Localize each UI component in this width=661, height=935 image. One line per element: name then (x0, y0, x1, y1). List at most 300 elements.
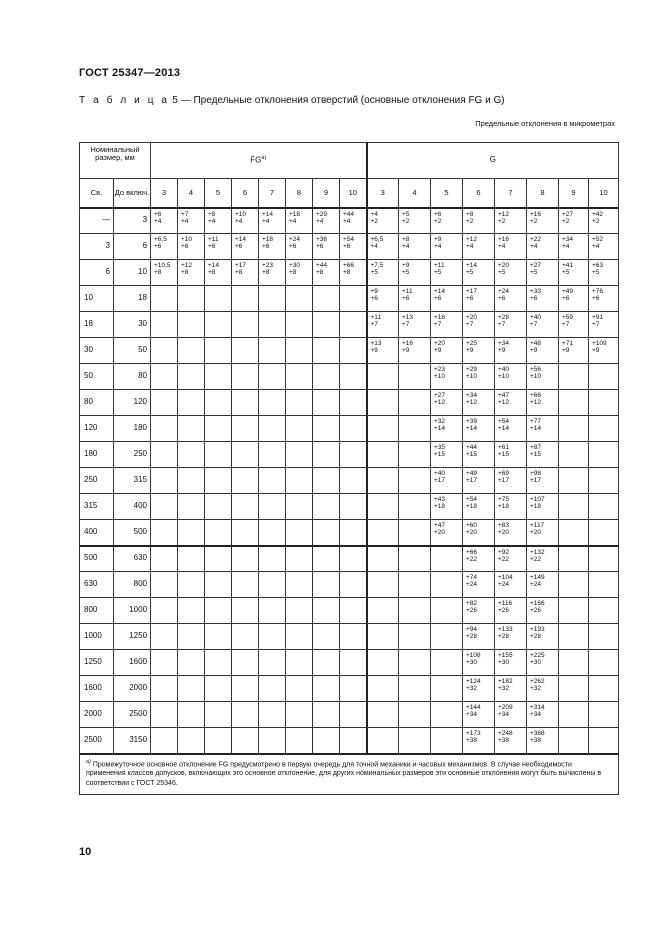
fg-value-cell (259, 416, 286, 442)
fg-value-cell (286, 728, 313, 754)
lower-deviation: +12 (498, 399, 510, 407)
g-value-cell (589, 728, 619, 754)
fg-value-cell (340, 624, 367, 650)
g-value-cell (367, 442, 399, 468)
table-row (80, 390, 619, 416)
upper-deviation: +104 (498, 574, 513, 581)
fg-value-cell (151, 676, 178, 702)
upper-deviation: +32 (434, 418, 446, 425)
g-value-cell (527, 728, 559, 754)
g-value-cell (463, 728, 495, 754)
upper-deviation: +14 (235, 236, 247, 243)
g-value-cell (589, 416, 619, 442)
lower-deviation: +6 (562, 295, 570, 303)
table-footnote (80, 754, 619, 795)
fg-value-cell (259, 286, 286, 312)
g-value-cell (399, 234, 431, 260)
size-from: 3 (80, 234, 114, 260)
upper-deviation: +16 (530, 210, 542, 218)
fg-value-cell (151, 520, 178, 546)
table-row (80, 598, 619, 624)
upper-deviation: +11 (434, 262, 445, 269)
upper-deviation: +155 (498, 652, 513, 659)
g-value-cell (463, 546, 495, 572)
g-value-cell (463, 442, 495, 468)
upper-deviation: +13 (370, 340, 382, 347)
g-value-cell (495, 364, 527, 390)
lower-deviation: +9 (592, 347, 600, 355)
upper-deviation: +22 (530, 236, 542, 243)
g-value-cell (495, 520, 527, 546)
lower-deviation: +6 (466, 295, 474, 303)
fg-value-cell (151, 260, 178, 286)
g-grade-header: 5 (431, 179, 463, 208)
fg-value-cell (340, 494, 367, 520)
upper-deviation: +54 (343, 236, 355, 243)
fg-value-cell (340, 546, 367, 572)
fg-value-cell (286, 520, 313, 546)
upper-deviation: +4 (370, 210, 378, 218)
g-value-cell (431, 416, 463, 442)
lower-deviation: +6 (235, 243, 243, 251)
fg-value-cell (151, 702, 178, 728)
fg-value-cell (205, 494, 232, 520)
fg-value-cell (340, 260, 367, 286)
upper-deviation: +47 (498, 392, 510, 399)
fg-value-cell (205, 546, 232, 572)
g-value-cell (399, 208, 431, 234)
fg-value-cell (259, 234, 286, 260)
table-row (80, 572, 619, 598)
fg-value-cell (286, 650, 313, 676)
fg-value-cell (259, 468, 286, 494)
upper-deviation: +94 (466, 626, 478, 633)
fg-value-cell (178, 338, 205, 364)
g-value-cell (463, 624, 495, 650)
g-value-cell (589, 390, 619, 416)
upper-deviation: +52 (592, 236, 604, 243)
size-from: 120 (80, 416, 114, 442)
upper-deviation: +39 (466, 418, 478, 425)
upper-deviation: +10 (235, 210, 247, 218)
fg-value-cell (286, 208, 313, 234)
g-value-cell (589, 598, 619, 624)
upper-deviation: +69 (498, 470, 510, 477)
table-row (80, 702, 619, 728)
g-value-cell (399, 598, 431, 624)
size-from: 10 (80, 286, 114, 312)
upper-deviation: +124 (466, 678, 481, 685)
lower-deviation: +8 (262, 269, 270, 277)
g-value-cell (589, 572, 619, 598)
lower-deviation: +6 (289, 243, 297, 251)
g-value-cell (463, 494, 495, 520)
fg-value-cell (151, 728, 178, 754)
g-value-cell (367, 702, 399, 728)
lower-deviation: +8 (235, 269, 243, 277)
g-value-cell (431, 208, 463, 234)
upper-deviation: +116 (498, 600, 513, 607)
g-value-cell (463, 702, 495, 728)
g-value-cell (527, 442, 559, 468)
upper-deviation: +47 (434, 522, 446, 529)
upper-deviation: +6 (434, 210, 442, 218)
g-value-cell (399, 390, 431, 416)
upper-deviation: +193 (530, 626, 545, 633)
g-value-cell (399, 676, 431, 702)
fg-value-cell (178, 364, 205, 390)
g-value-cell (559, 546, 589, 572)
g-value-cell (399, 416, 431, 442)
fg-value-cell (205, 572, 232, 598)
fg-value-cell (286, 312, 313, 338)
fg-value-cell (286, 286, 313, 312)
fg-value-cell (178, 468, 205, 494)
fg-value-cell (340, 416, 367, 442)
size-from: 2000 (80, 702, 114, 728)
lower-deviation: +4 (434, 243, 442, 251)
fg-value-cell (340, 390, 367, 416)
g-value-cell (559, 650, 589, 676)
upper-deviation: +18 (262, 236, 274, 243)
size-to: 250 (114, 442, 151, 468)
fg-value-cell (205, 416, 232, 442)
lower-deviation: +17 (466, 477, 478, 485)
g-value-cell (495, 390, 527, 416)
lower-deviation: +6 (498, 295, 506, 303)
fg-value-cell (286, 702, 313, 728)
fg-value-cell (340, 468, 367, 494)
g-value-cell (399, 260, 431, 286)
fg-value-cell (340, 572, 367, 598)
g-value-cell (589, 286, 619, 312)
fg-value-cell (205, 624, 232, 650)
fg-value-cell (286, 546, 313, 572)
upper-deviation: +12 (466, 236, 478, 243)
upper-deviation: +34 (498, 340, 510, 347)
g-value-cell (495, 676, 527, 702)
fg-value-cell (259, 650, 286, 676)
lower-deviation: +4 (289, 217, 297, 225)
upper-deviation: +34 (466, 392, 478, 399)
upper-deviation: +40 (530, 314, 542, 321)
upper-deviation: +66 (530, 392, 542, 399)
lower-deviation: +38 (530, 737, 542, 745)
fg-value-cell (232, 338, 259, 364)
page-number: 10 (79, 846, 92, 858)
g-value-cell (463, 650, 495, 676)
table-row (80, 234, 619, 260)
g-value-cell (367, 650, 399, 676)
g-value-cell (399, 494, 431, 520)
size-to: 500 (114, 520, 151, 546)
lower-deviation: +18 (466, 503, 478, 511)
upper-deviation: +7,5 (370, 262, 384, 269)
size-from: 1600 (80, 676, 114, 702)
upper-deviation: +13 (402, 314, 414, 321)
upper-deviation: +24 (498, 288, 510, 295)
lower-deviation: +4 (154, 217, 162, 225)
upper-deviation: +20 (498, 262, 510, 269)
lower-deviation: +4 (262, 217, 270, 225)
lower-deviation: +12 (466, 399, 478, 407)
lower-deviation: +5 (466, 269, 474, 277)
document-header: ГОСТ 25347—2013 (79, 67, 181, 79)
lower-deviation: +28 (530, 633, 542, 641)
size-to: 18 (114, 286, 151, 312)
g-value-cell (495, 286, 527, 312)
g-value-cell (431, 728, 463, 754)
table-row (80, 364, 619, 390)
lower-deviation: +7 (498, 321, 506, 329)
fg-value-cell (178, 624, 205, 650)
fg-value-cell (340, 650, 367, 676)
fg-grade-header: 7 (259, 179, 286, 208)
lower-deviation: +38 (498, 737, 510, 745)
upper-deviation: +66 (343, 262, 355, 269)
upper-deviation: +10 (181, 236, 193, 243)
upper-deviation: +87 (530, 444, 542, 451)
lower-deviation: +30 (498, 659, 510, 667)
g-value-cell (431, 494, 463, 520)
g-value-cell (431, 650, 463, 676)
g-value-cell (399, 728, 431, 754)
g-value-cell (431, 390, 463, 416)
upper-deviation: +108 (466, 652, 481, 659)
lower-deviation: +34 (530, 711, 542, 719)
fg-value-cell (313, 312, 340, 338)
g-value-cell (399, 338, 431, 364)
lower-deviation: +6 (402, 295, 410, 303)
g-value-cell (431, 676, 463, 702)
fg-value-cell (205, 702, 232, 728)
table-row (80, 312, 619, 338)
g-value-cell (589, 442, 619, 468)
g-value-cell (367, 624, 399, 650)
fg-value-cell (178, 390, 205, 416)
g-value-cell (559, 338, 589, 364)
size-to: 1250 (114, 624, 151, 650)
fg-grade-header: 9 (313, 179, 340, 208)
g-value-cell (431, 338, 463, 364)
fg-grade-header: 10 (340, 179, 367, 208)
upper-deviation: +23 (434, 366, 446, 373)
upper-deviation: +35 (434, 444, 446, 451)
fg-value-cell (313, 520, 340, 546)
g-value-cell (399, 520, 431, 546)
lower-deviation: +38 (466, 737, 478, 745)
nominal-size-header: Номинальный размер, мм (80, 143, 151, 179)
fg-value-cell (340, 676, 367, 702)
fg-value-cell (259, 676, 286, 702)
fg-value-cell (340, 338, 367, 364)
upper-deviation: +6,5 (370, 236, 384, 243)
g-value-cell (495, 572, 527, 598)
g-value-cell (431, 442, 463, 468)
upper-deviation: +60 (466, 522, 478, 529)
upper-deviation: +43 (434, 496, 446, 503)
g-value-cell (589, 260, 619, 286)
fg-value-cell (340, 442, 367, 468)
g-value-cell (589, 234, 619, 260)
lower-deviation: +6 (434, 295, 442, 303)
lower-deviation: +9 (530, 347, 538, 355)
upper-deviation: +33 (530, 288, 542, 295)
g-value-cell (495, 234, 527, 260)
g-value-cell (431, 702, 463, 728)
fg-footnote-mark: а) (261, 154, 267, 161)
size-to: 180 (114, 416, 151, 442)
size-from: 30 (80, 338, 114, 364)
fg-value-cell (151, 442, 178, 468)
fg-value-cell (340, 364, 367, 390)
fg-value-cell (232, 702, 259, 728)
upper-deviation: +8 (208, 210, 216, 218)
g-value-cell (431, 546, 463, 572)
lower-deviation: +22 (498, 555, 510, 563)
fg-value-cell (232, 260, 259, 286)
fg-value-cell (313, 676, 340, 702)
lower-deviation: +15 (434, 451, 446, 459)
g-value-cell (589, 208, 619, 234)
fg-value-cell (313, 442, 340, 468)
g-value-cell (367, 494, 399, 520)
lower-deviation: +5 (370, 269, 378, 277)
fg-value-cell (313, 702, 340, 728)
fg-value-cell (259, 572, 286, 598)
g-value-cell (559, 520, 589, 546)
upper-deviation: +9 (370, 288, 378, 295)
fg-value-cell (178, 208, 205, 234)
upper-deviation: +98 (530, 470, 542, 477)
g-value-cell (495, 702, 527, 728)
lower-deviation: +4 (181, 217, 189, 225)
g-value-cell (589, 338, 619, 364)
fg-value-cell (151, 234, 178, 260)
table-row (80, 546, 619, 572)
footnote-text: Промежуточное основное отклонение FG предусмотрено в первую очередь для точной механики и часовых механизмов. В случае необходимости применения классов допусков, включающих это основное отклонение, для других номинальных размеров эти основные отклонения могут быть вычислены в соответствии с ГОСТ 25346. (86, 760, 602, 787)
lower-deviation: +6 (181, 243, 189, 251)
g-value-cell (495, 416, 527, 442)
upper-deviation: +132 (530, 548, 545, 556)
fg-value-cell (232, 442, 259, 468)
g-value-cell (527, 416, 559, 442)
upper-deviation: +76 (592, 288, 604, 295)
lower-deviation: +9 (434, 347, 442, 355)
g-value-cell (463, 338, 495, 364)
fg-value-cell (232, 494, 259, 520)
g-value-cell (367, 390, 399, 416)
fg-value-cell (205, 260, 232, 286)
fg-value-cell (178, 728, 205, 754)
lower-deviation: +14 (498, 425, 510, 433)
upper-deviation: +149 (530, 574, 545, 581)
g-value-cell (559, 676, 589, 702)
g-value-cell (527, 650, 559, 676)
g-value-cell (431, 312, 463, 338)
size-from: — (80, 208, 114, 234)
upper-deviation: +30 (289, 262, 301, 269)
lower-deviation: +2 (466, 217, 474, 225)
fg-value-cell (205, 364, 232, 390)
fg-value-cell (340, 208, 367, 234)
lower-deviation: +5 (498, 269, 506, 277)
lower-deviation: +8 (316, 269, 324, 277)
lower-deviation: +6 (370, 295, 378, 303)
g-value-cell (431, 468, 463, 494)
upper-deviation: +48 (530, 340, 542, 347)
fg-value-cell (313, 416, 340, 442)
fg-value-cell (286, 364, 313, 390)
upper-deviation: +20 (434, 340, 446, 347)
lower-deviation: +15 (498, 451, 510, 459)
g-value-cell (527, 546, 559, 572)
upper-deviation: +11 (402, 288, 413, 295)
table-row (80, 442, 619, 468)
lower-deviation: +26 (466, 607, 478, 615)
g-value-cell (559, 468, 589, 494)
g-grade-header: 6 (463, 179, 495, 208)
size-to: 10 (114, 260, 151, 286)
upper-deviation: +16 (498, 236, 510, 243)
fg-value-cell (259, 442, 286, 468)
g-value-cell (559, 286, 589, 312)
lower-deviation: +6 (154, 243, 162, 251)
lower-deviation: +14 (434, 425, 446, 433)
lower-deviation: +9 (498, 347, 506, 355)
upper-deviation: +9 (402, 262, 410, 269)
fg-value-cell (205, 598, 232, 624)
upper-deviation: +368 (530, 730, 545, 737)
g-value-cell (367, 572, 399, 598)
size-to: 80 (114, 364, 151, 390)
upper-deviation: +14 (466, 262, 478, 269)
g-value-cell (559, 260, 589, 286)
fg-value-cell (205, 468, 232, 494)
fg-value-cell (178, 442, 205, 468)
lower-deviation: +17 (530, 477, 542, 485)
lower-deviation: +4 (208, 217, 216, 225)
upper-deviation: +59 (562, 314, 574, 321)
fg-value-cell (259, 598, 286, 624)
g-value-cell (431, 572, 463, 598)
fg-value-cell (259, 624, 286, 650)
fg-value-cell (178, 598, 205, 624)
fg-value-cell (205, 442, 232, 468)
lower-deviation: +24 (466, 581, 478, 589)
g-value-cell (559, 390, 589, 416)
g-value-cell (527, 702, 559, 728)
fg-value-cell (232, 728, 259, 754)
upper-deviation: +40 (498, 366, 510, 373)
lower-deviation: +17 (434, 477, 446, 485)
lower-deviation: +30 (530, 659, 542, 667)
g-value-cell (463, 468, 495, 494)
lower-deviation: +28 (466, 633, 478, 641)
g-value-cell (399, 702, 431, 728)
g-value-cell (527, 520, 559, 546)
lower-deviation: +5 (530, 269, 538, 277)
g-value-cell (527, 234, 559, 260)
table-row (80, 468, 619, 494)
size-to: 120 (114, 390, 151, 416)
g-value-cell (559, 312, 589, 338)
g-value-cell (495, 728, 527, 754)
fg-value-cell (286, 572, 313, 598)
g-value-cell (527, 390, 559, 416)
upper-deviation: +16 (434, 314, 446, 321)
fg-value-cell (205, 728, 232, 754)
